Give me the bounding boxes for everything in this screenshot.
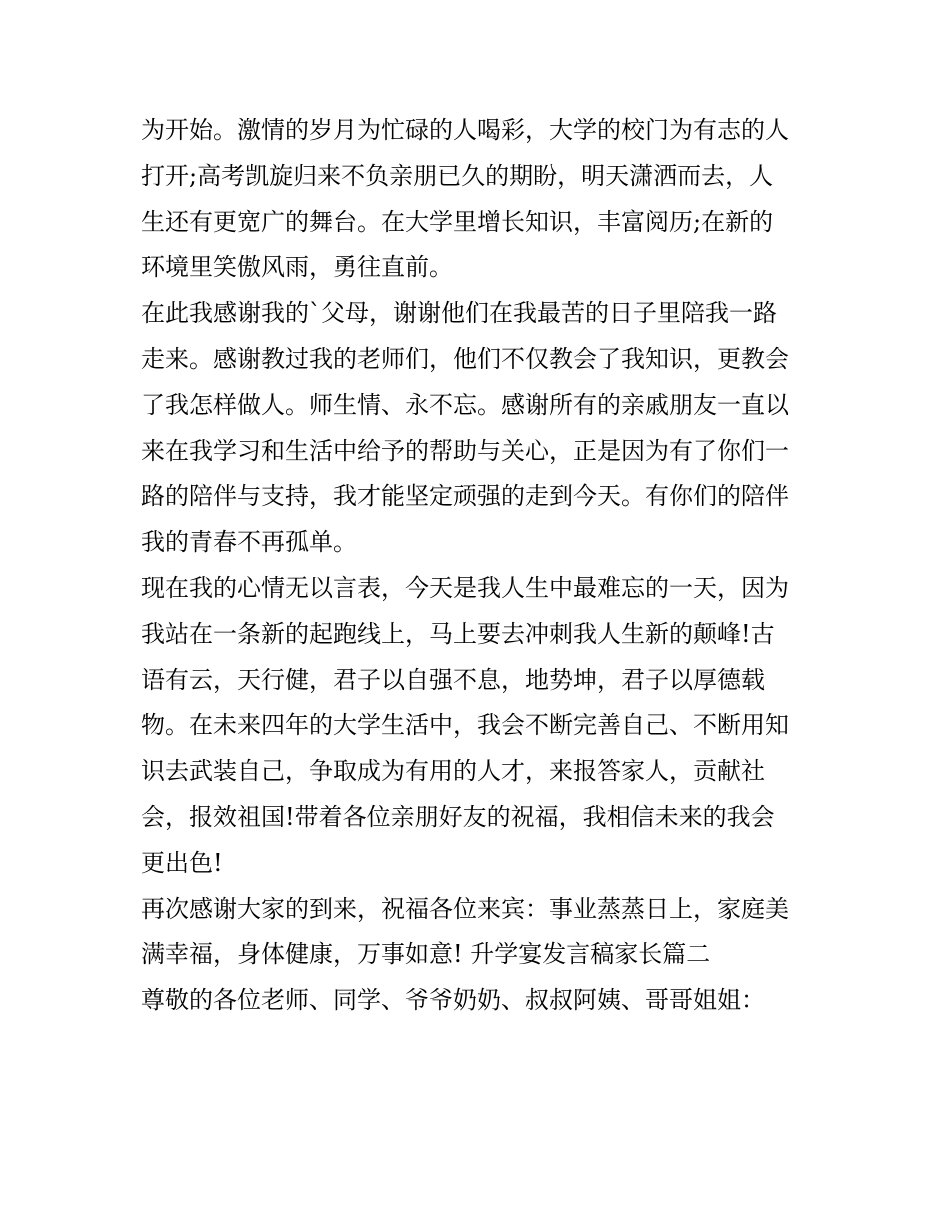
text-line: 我站在一条新的起跑线上，马上要去冲刺我人生新的颠峰!古 xyxy=(141,619,775,648)
text-line: 尊敬的各位老师、同学、爷爷奶奶、叔叔阿姨、哥哥姐姐： xyxy=(141,986,765,1015)
text-line: 了我怎样做人。师生情、永不忘。感谢所有的亲戚朋友一直以 xyxy=(141,390,789,419)
text-line: 更出色! xyxy=(141,848,223,877)
text-line: 环境里笑傲风雨，勇往直前。 xyxy=(141,253,453,282)
text-line: 语有云，天行健，君子以自强不息，地势坤，君子以厚德载 xyxy=(141,665,765,694)
text-line: 打开;高考凯旋归来不负亲朋已久的期盼，明天潇洒而去，人 xyxy=(141,161,774,190)
text-line: 物。在未来四年的大学生活中，我会不断完善自己、不断用知 xyxy=(141,711,789,740)
text-line: 走来。感谢教过我的老师们，他们不仅教会了我知识，更教会 xyxy=(141,344,789,373)
text-line: 识去武装自己，争取成为有用的人才，来报答家人，贡献社 xyxy=(141,757,765,786)
text-line: 会，报效祖国!带着各位亲朋好友的祝福，我相信未来的我会 xyxy=(141,802,775,831)
text-line: 生还有更宽广的舞台。在大学里增长知识，丰富阅历;在新的 xyxy=(141,207,774,236)
text-line: 我的青春不再孤单。 xyxy=(141,528,357,557)
text-line: 为开始。激情的岁月为忙碌的人喝彩，大学的校门为有志的人 xyxy=(141,116,789,144)
text-line: 路的陪伴与支持，我才能坚定顽强的走到今天。有你们的陪伴 xyxy=(141,482,789,511)
text-line: 在此我感谢我的`父母，谢谢他们在我最苦的日子里陪我一路 xyxy=(141,299,777,328)
text-line: 再次感谢大家的到来，祝福各位来宾：事业蒸蒸日上，家庭美 xyxy=(141,894,789,923)
text-line: 满幸福，身体健康，万事如意! 升学宴发言稿家长篇二 xyxy=(141,940,711,969)
text-line: 现在我的心情无以言表，今天是我人生中最难忘的一天，因为 xyxy=(141,573,789,602)
text-line: 来在我学习和生活中给予的帮助与关心，正是因为有了你们一 xyxy=(141,436,789,465)
document-body xyxy=(141,108,821,1024)
